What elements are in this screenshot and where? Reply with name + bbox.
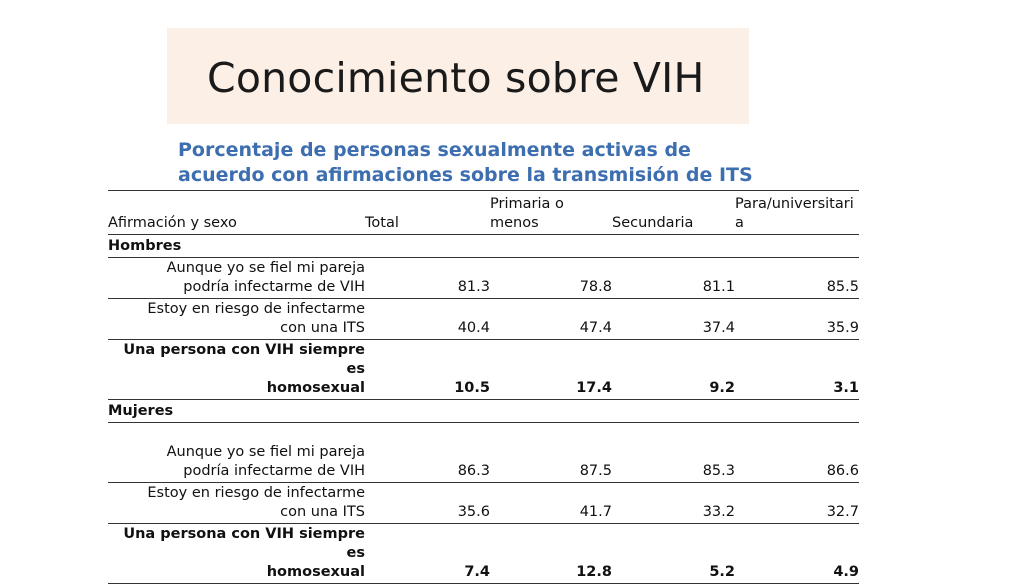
cell-total: 35.6 [365,483,490,524]
row-label: Una persona con VIH siempre es homosexual [108,340,365,400]
cell-universitaria: 35.9 [735,299,859,340]
data-table [108,190,859,584]
cell-total: 40.4 [365,299,490,340]
cell-secundaria: 81.1 [612,258,735,299]
cell-primaria: 47.4 [490,299,612,340]
cell-universitaria: 4.9 [735,524,859,584]
table-row [108,524,859,584]
table-subtitle [178,138,778,188]
cell-secundaria: 33.2 [612,483,735,524]
header-afirmacion: Afirmación y sexo [108,191,365,235]
header-primaria: Primaria o menos [490,191,612,235]
cell-universitaria: 86.6 [735,423,859,483]
table-header-row [108,191,859,235]
group-row-mujeres [108,400,859,423]
cell-universitaria: 85.5 [735,258,859,299]
title-box [167,28,749,124]
row-label: Estoy en riesgo de infectarme con una ITS [108,483,365,524]
cell-secundaria: 37.4 [612,299,735,340]
cell-universitaria: 3.1 [735,340,859,400]
cell-secundaria: 9.2 [612,340,735,400]
subtitle-line-2: acuerdo con afirmaciones sobre la transmisión de ITS [178,164,753,186]
cell-primaria: 41.7 [490,483,612,524]
row-label: Estoy en riesgo de infectarme con una ITS [108,299,365,340]
cell-secundaria: 85.3 [612,423,735,483]
header-total: Total [365,191,490,235]
row-label: Aunque yo se fiel mi pareja podría infectarme de VIH [108,423,365,483]
cell-secundaria: 5.2 [612,524,735,584]
subtitle-line-1: Porcentaje de personas sexualmente activas de [178,139,691,161]
cell-primaria: 17.4 [490,340,612,400]
table-row [108,299,859,340]
group-label: Mujeres [108,400,859,423]
cell-total: 10.5 [365,340,490,400]
table-row [108,423,859,483]
cell-total: 86.3 [365,423,490,483]
cell-primaria: 12.8 [490,524,612,584]
slide-title: Conocimiento sobre VIH [207,54,705,102]
row-label: Aunque yo se fiel mi pareja podría infectarme de VIH [108,258,365,299]
table-row [108,258,859,299]
group-row-hombres [108,235,859,258]
cell-universitaria: 32.7 [735,483,859,524]
cell-total: 7.4 [365,524,490,584]
cell-primaria: 78.8 [490,258,612,299]
row-label: Una persona con VIH siempre es homosexual [108,524,365,584]
table-row [108,340,859,400]
cell-total: 81.3 [365,258,490,299]
header-universitaria: Para/universitari a [735,191,859,235]
header-secundaria: Secundaria [612,191,735,235]
table-row [108,483,859,524]
group-label: Hombres [108,235,859,258]
cell-primaria: 87.5 [490,423,612,483]
